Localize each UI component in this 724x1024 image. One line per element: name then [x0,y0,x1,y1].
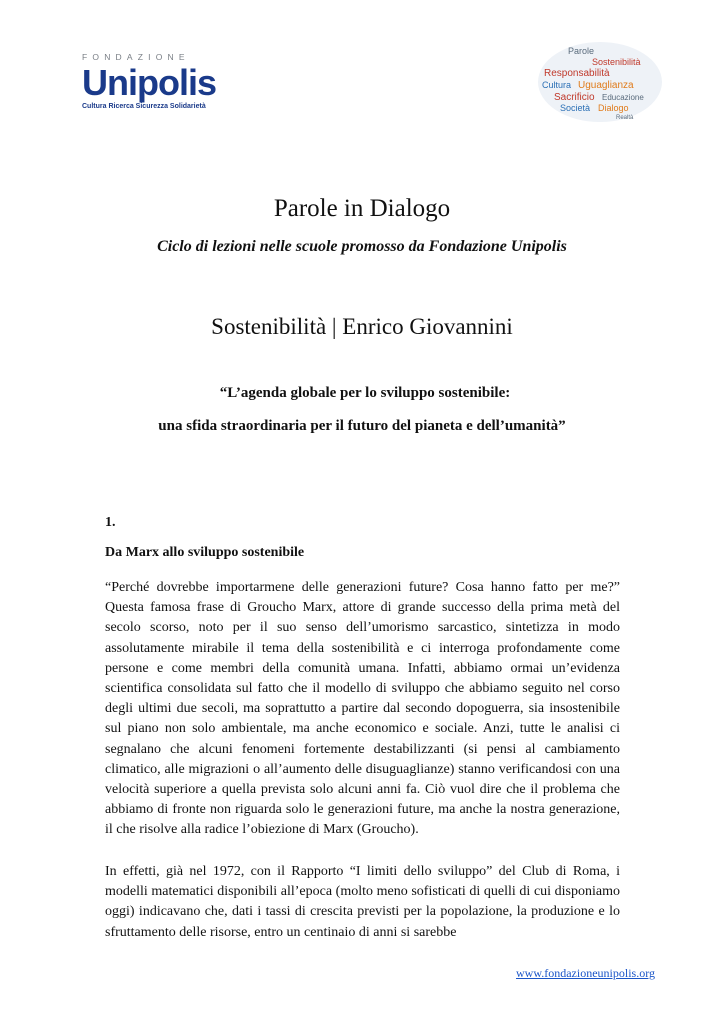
word-cloud-word: Uguaglianza [578,80,634,91]
word-cloud-word: Dialogo [598,103,629,113]
quote-line-1: “L’agenda globale per lo sviluppo sostenibile: [219,385,511,401]
logo-fondazione-text: FONDAZIONE [82,52,190,62]
section-title: Da Marx allo sviluppo sostenibile [105,545,305,560]
logo-name: Unipolis [82,62,216,103]
unipolis-logo [82,52,216,120]
word-cloud-word: Sacrificio [554,92,595,103]
word-cloud-word: Responsabilità [544,68,610,79]
word-cloud-word: Cultura [542,80,572,90]
paragraph: In effetti, già nel 1972, con il Rapporto “I limiti dello sviluppo” del Club di Roma, i modelli matematici disponibili all’epoca (molto meno sofisticati di quelli di cui disponiamo oggi) indicavano che, dati i tassi di crescita previsti per la popolazione, la produzione e lo sfruttamento delle risorse, entro un centinaio di anni si sarebbe [105,864,620,940]
page-subtitle: Ciclo di lezioni nelle scuole promosso da Fondazione Unipolis [157,238,567,255]
word-cloud-word: Educazione [602,93,644,102]
word-cloud-word: Realtà [616,115,634,121]
word-cloud-logo [536,40,664,124]
word-cloud-word: Parole [568,46,595,56]
word-cloud-word: Sostenibilità [592,57,641,67]
logo-tagline: Cultura Ricerca Sicurezza Solidarietà [82,103,206,110]
section-number: 1. [105,515,116,530]
footer-link[interactable]: www.fondazioneunipolis.org [516,966,655,980]
page-title: Parole in Dialogo [273,195,451,222]
paragraph: “Perché dovrebbe importarmene delle generazioni future? Cosa hanno fatto per me?” Questa famosa frase di Groucho Marx, attore di grande successo della prima metà del secolo scorso, noto per il suo senso dell’umorismo sarcastico, sintetizza in modo assolutamente mirabile il tema della sostenibilità e ci interroga profondamente come persone e come membri della comunità umana. Infatti, abbiamo ormai un’evidenza scientifica consolidata sul fatto che il modello di sviluppo che abbiamo seguito nel corso degli ultimi due secoli, ma soprattutto a partire dal secondo dopoguerra, sia insostenibile sul piano non solo ambientale, ma anche economico e sociale. Anzi, tutte le analisi ci segnalano che alcuni fenomeni fortemente destabilizzanti (si pensi al cambiamento climatico, alle migrazioni o all’aumento delle disuguaglianze) stanno verificandosi con una velocità superiore a quella prevista solo alcuni anni fa. Ciò vuol dire che il problema che abbiamo di fronte non riguarda solo le generazioni future, ma anche la nostra generazione, il che risolve alla radice l’obiezione di Marx (Groucho). [105,580,620,838]
quote-line-2: una sfida straordinaria per il futuro del pianeta e dell’umanità” [158,418,566,434]
lecture-heading: Sostenibilità | Enrico Giovannini [211,314,513,339]
word-cloud-word: Società [560,103,591,113]
